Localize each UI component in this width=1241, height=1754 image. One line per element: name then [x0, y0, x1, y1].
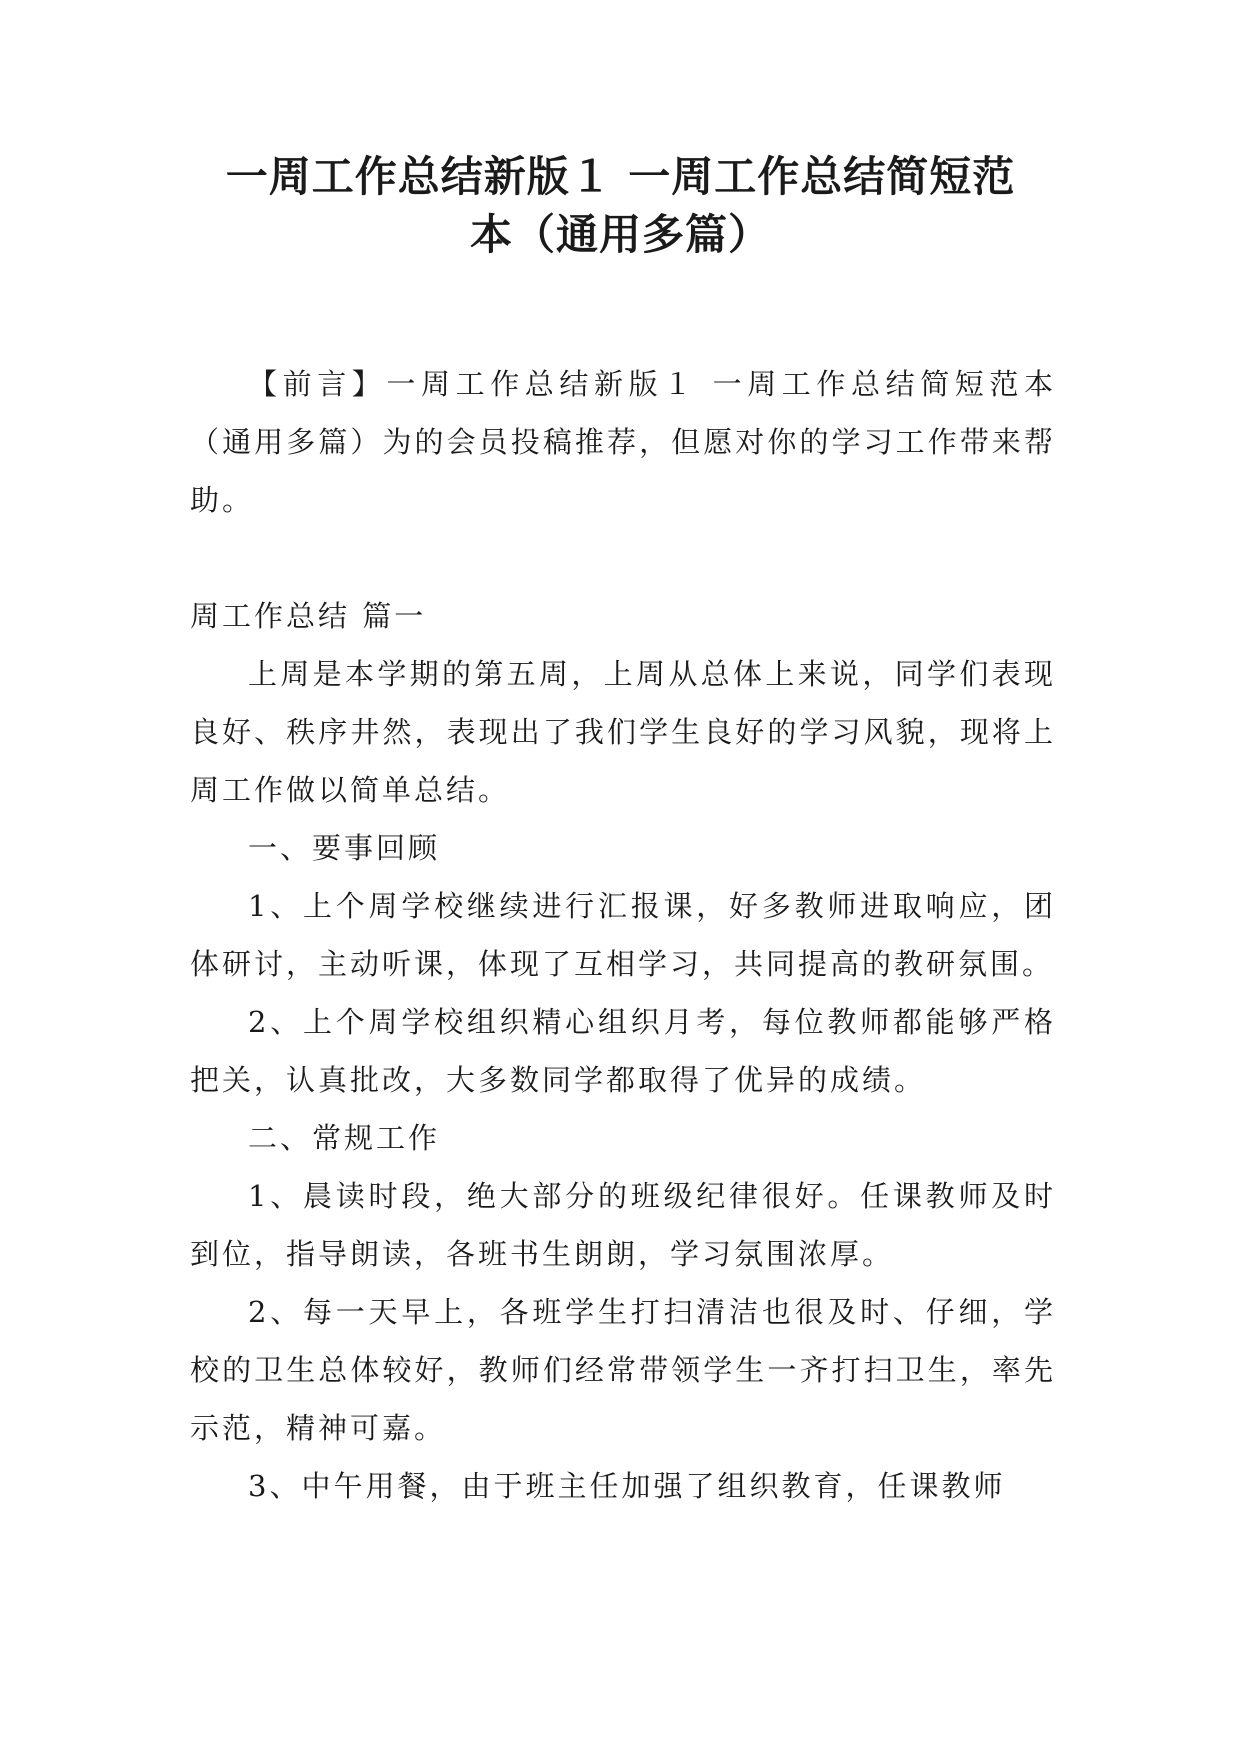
- document-body: [190, 355, 1056, 1515]
- document-title: [150, 148, 1091, 264]
- title-line-2: 本（通用多篇）: [469, 210, 771, 259]
- paragraph-5: 2、每一天早上，各班学生打扫清洁也很及时、仔细，学校的卫生总体较好，教师们经常带领学生一齐打扫卫生，率先示范，精神可嘉。: [190, 1295, 1056, 1445]
- paragraph-1: 上周是本学期的第五周，上周从总体上来说，同学们表现良好、秩序井然，表现出了我们学生良好的学习风貌，现将上周工作做以简单总结。: [190, 657, 1056, 807]
- subheading-1: 一、要事回顾: [248, 831, 441, 865]
- paragraph-3: 2、上个周学校组织精心组织月考，每位教师都能够严格把关，认真批改，大多数同学都取得了优异的成绩。: [190, 1005, 1056, 1097]
- paragraph-2: 1、上个周学校继续进行汇报课，好多教师进取响应，团体研讨，主动听课，体现了互相学习，共同提高的教研氛围。: [190, 889, 1056, 981]
- title-line-1: 一周工作总结新版１ 一周工作总结简短范: [225, 152, 1016, 201]
- subheading-2: 二、常规工作: [248, 1121, 441, 1155]
- section-heading: 周工作总结 篇一: [190, 599, 427, 633]
- preface-paragraph: 【前言】一周工作总结新版１ 一周工作总结简短范本（通用多篇）为的会员投稿推荐，但愿对你的学习工作带来帮助。: [190, 367, 1056, 517]
- spacer: [190, 529, 1056, 587]
- paragraph-6: 3、中午用餐，由于班主任加强了组织教育，任课教师: [248, 1469, 1006, 1503]
- paragraph-4: 1、晨读时段，绝大部分的班级纪律很好。任课教师及时到位，指导朗读，各班书生朗朗，学习氛围浓厚。: [190, 1179, 1056, 1271]
